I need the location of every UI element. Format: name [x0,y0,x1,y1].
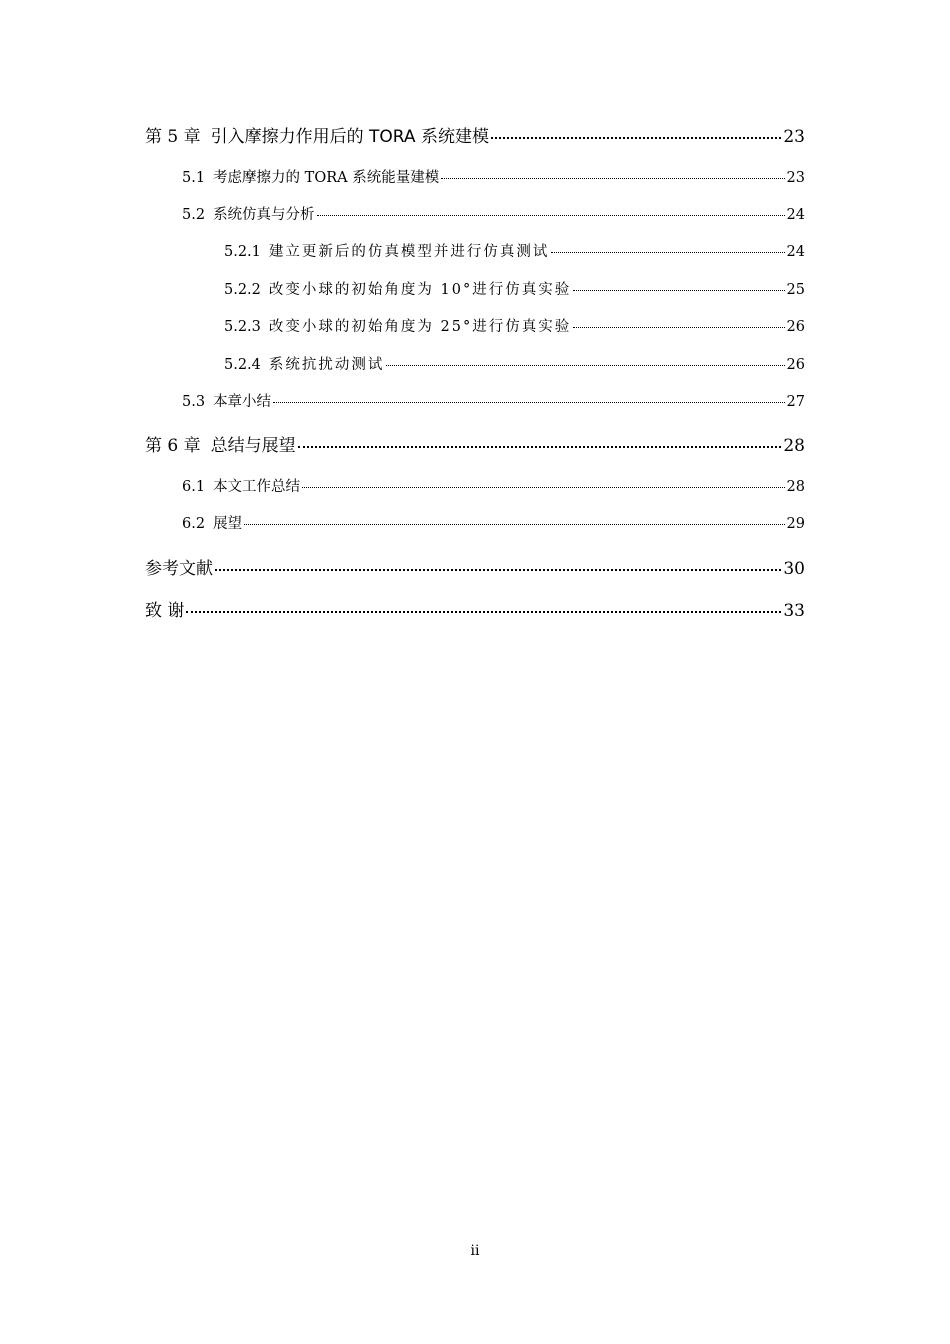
toc-entry-title: 致 谢 [145,601,185,621]
toc-entry-title: 改变小球的初始角度为 25°进行仿真实验 [268,319,572,335]
toc-entry-page: 23 [786,170,805,186]
toc-entry-number: 5.1 [182,170,206,186]
toc-entry-references[interactable] [145,554,805,579]
dot-leader [302,487,784,488]
toc-entry-chapter-5[interactable] [145,122,805,147]
toc-entry-number: 5.2.4 [224,357,261,373]
dot-leader [186,611,781,613]
toc-entry-5-2[interactable] [182,203,805,224]
dot-leader [244,524,784,525]
toc-entry-6-1[interactable] [182,475,805,496]
toc-entry-title: 本章小结 [213,394,272,410]
toc-entry-acknowledgements[interactable] [145,596,805,621]
toc-entry-title: 总结与展望 [210,436,296,456]
dot-leader [573,290,784,291]
toc-entry-5-2-2[interactable] [224,278,805,299]
toc-entry-5-2-1[interactable] [224,240,805,261]
dot-leader [573,327,784,328]
dot-leader [491,137,781,139]
toc-entry-number: 5.2 [182,207,206,223]
toc-entry-page: 24 [786,244,805,260]
dot-leader [441,178,784,179]
toc-entry-number: 5.2.3 [224,319,261,335]
toc-entry-number: 第 5 章 [145,127,201,147]
toc-entry-number: 第 6 章 [145,436,201,456]
page-number: ii [470,1243,480,1259]
toc-entry-6-2[interactable] [182,512,805,533]
dot-leader [551,252,784,253]
toc-entry-5-1[interactable] [182,166,805,187]
toc-entry-number: 6.2 [182,516,206,532]
toc-entry-page: 25 [786,282,805,298]
toc-entry-page: 27 [786,394,805,410]
toc-entry-number: 6.1 [182,479,206,495]
dot-leader [317,215,785,216]
toc-entry-title: 建立更新后的仿真模型并进行仿真测试 [268,244,550,260]
dot-leader [215,569,781,571]
toc-entry-page: 33 [783,601,805,621]
toc-entry-page: 29 [786,516,805,532]
toc-entry-number: 5.3 [182,394,206,410]
dot-leader [273,402,784,403]
toc-entry-5-2-3[interactable] [224,315,805,336]
toc-entry-page: 28 [783,436,805,456]
toc-entry-title: 参考文献 [145,559,213,579]
toc-entry-title: 系统仿真与分析 [213,207,315,223]
toc-entry-title: 系统抗扰动测试 [268,357,385,373]
toc-entry-number: 5.2.1 [224,244,261,260]
toc-entry-title: 引入摩擦力作用后的 TORA 系统建模 [210,127,489,147]
toc-entry-title: 展望 [213,516,243,532]
dot-leader [386,365,784,366]
toc-entry-5-3[interactable] [182,390,805,411]
toc-entry-page: 26 [786,319,805,335]
toc-entry-title: 本文工作总结 [213,479,301,495]
toc-entry-chapter-6[interactable] [145,431,805,456]
toc-entry-page: 26 [786,357,805,373]
toc-entry-page: 24 [786,207,805,223]
toc-entry-title: 改变小球的初始角度为 10°进行仿真实验 [268,282,572,298]
dot-leader [298,446,782,448]
toc-entry-5-2-4[interactable] [224,353,805,374]
toc-entry-number: 5.2.2 [224,282,261,298]
toc-entry-page: 30 [783,559,805,579]
toc-entry-page: 28 [786,479,805,495]
toc-entry-page: 23 [783,127,805,147]
toc-entry-title: 考虑摩擦力的 TORA 系统能量建模 [213,170,440,186]
